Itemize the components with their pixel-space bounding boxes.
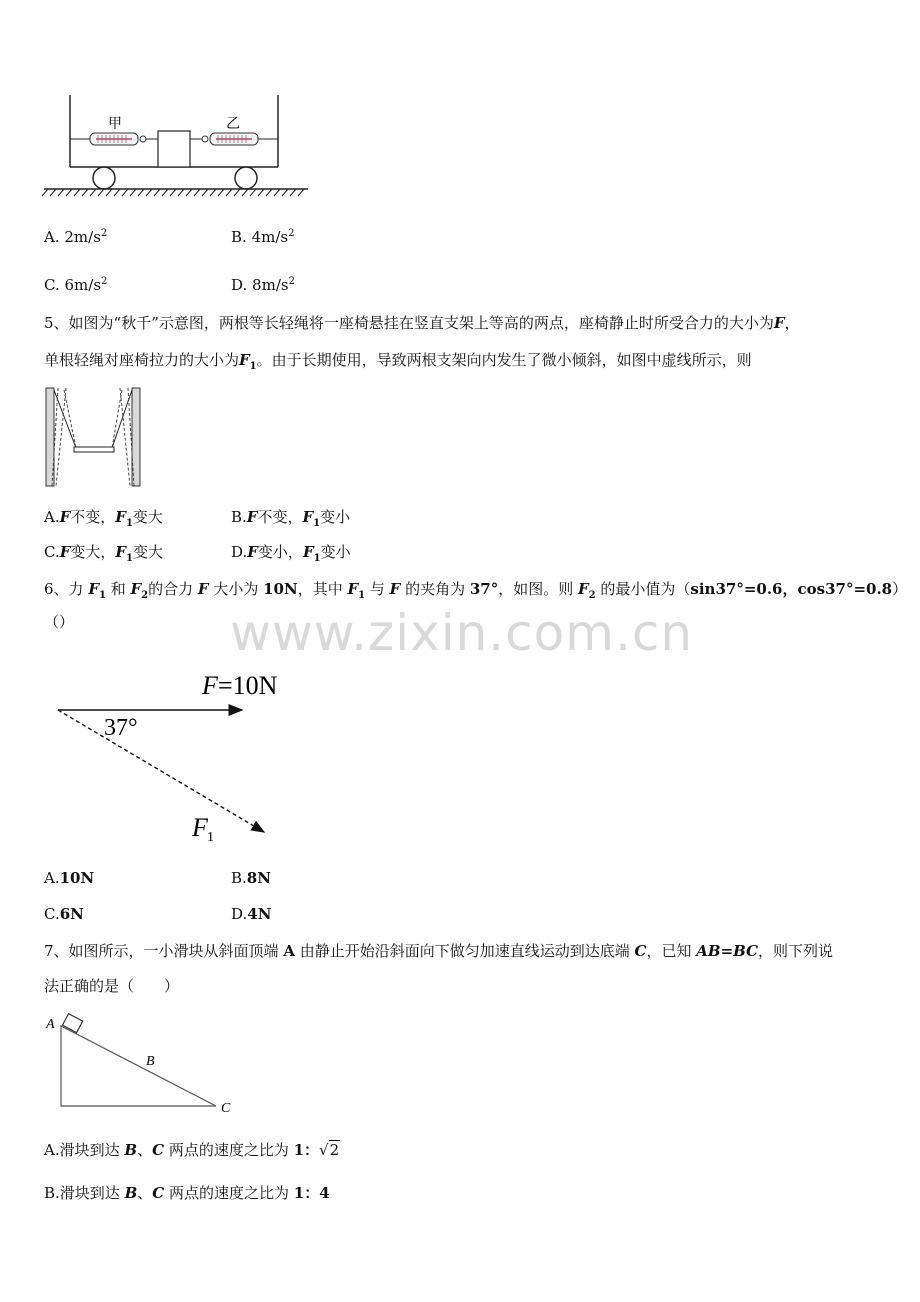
angle-label: 37° (104, 715, 138, 741)
sqrt-sign: √ (319, 1141, 329, 1159)
option-exponent: 2 (288, 228, 295, 239)
option-value: 2m/s (64, 228, 101, 246)
force-f1-subscript: 1 (207, 830, 214, 845)
swing-figure (44, 386, 144, 488)
q7-stem-line-1: 7、如图所示，一小滑块从斜面顶端 A 由静止开始沿斜面向下做匀加速直线运动到达底端 C，已知 AB=BC，则下列说 (44, 942, 834, 960)
scale-label-jia: 甲 (108, 116, 122, 132)
incline-figure (44, 1010, 244, 1120)
q5-stem-line-2: 单根轻绳对座椅拉力的大小为$F_1$。由于长期使用，导致两根支架向内发生了微小倾斜，如图中虚线所示，则 (44, 351, 752, 372)
option-exponent: 2 (288, 276, 295, 287)
q7-option-b[interactable]: B.滑块到达 B、C 两点的速度之比为 1：4 (44, 1184, 330, 1202)
q7-option-a[interactable]: A.滑块到达 B、C 两点的速度之比为 1：√2 (44, 1141, 340, 1159)
q4-option-b[interactable] (231, 224, 294, 247)
q4-option-c[interactable] (44, 272, 107, 295)
option-letter: D. (231, 276, 248, 294)
q5-stem-line-1: 5、如图为“秋千”示意图，两根等长轻绳将一座椅悬挂在竖直支架上等高的两点，座椅静止时所受合力的大小为F， (44, 314, 800, 332)
q5-option-b[interactable]: B.F不变，$F_1$变小 (231, 508, 351, 529)
q5-option-a[interactable]: A.F不变，$F_1$变大 (44, 508, 163, 529)
q6-option-c[interactable]: C.6N (44, 905, 84, 923)
option-letter: B. (231, 228, 247, 246)
force-diagram (44, 660, 284, 850)
force-f1-label: F (192, 813, 208, 842)
q5-option-d[interactable]: D.F变小，$F_1$变小 (231, 543, 351, 564)
point-b-label: B (146, 1054, 155, 1069)
cart-spring-scale-figure (40, 95, 315, 200)
point-c-label: C (221, 1101, 231, 1116)
q6-option-b[interactable]: B.8N (231, 869, 271, 887)
scale-label-yi: 乙 (226, 116, 240, 132)
option-letter: C. (44, 276, 60, 294)
q7-stem-line-2: 法正确的是（ ） (44, 977, 180, 995)
q6-stem-line-1: 6、力 $F_1$ 和 $F_2$的合力 F 大小为 10N，其中 $F_1$ 与 F 的夹角为 37°，如图。则 $F_2$ 的最小值为（sin37°=0.6，cos37°=0.8） (44, 580, 908, 601)
point-a-label: A (46, 1017, 55, 1032)
q6-option-a[interactable]: A.10N (44, 869, 95, 887)
option-value: 6m/s (64, 276, 102, 294)
q6-stem-line-2: （） (44, 613, 75, 631)
force-f-value: =10N (218, 671, 278, 700)
option-value: 4m/s (251, 228, 289, 246)
force-f-label: F (202, 671, 218, 700)
watermark: www.zixin.com.cn (230, 604, 694, 662)
option-value: 8m/s (252, 276, 289, 294)
option-exponent: 2 (101, 276, 108, 287)
q6-option-d[interactable]: D.4N (231, 905, 272, 923)
option-letter: A. (44, 228, 60, 246)
option-exponent: 2 (100, 228, 108, 239)
q4-option-a[interactable] (44, 224, 107, 247)
q4-option-d[interactable] (231, 272, 295, 295)
q5-option-c[interactable]: C.F变大，$F_1$变大 (44, 543, 164, 564)
